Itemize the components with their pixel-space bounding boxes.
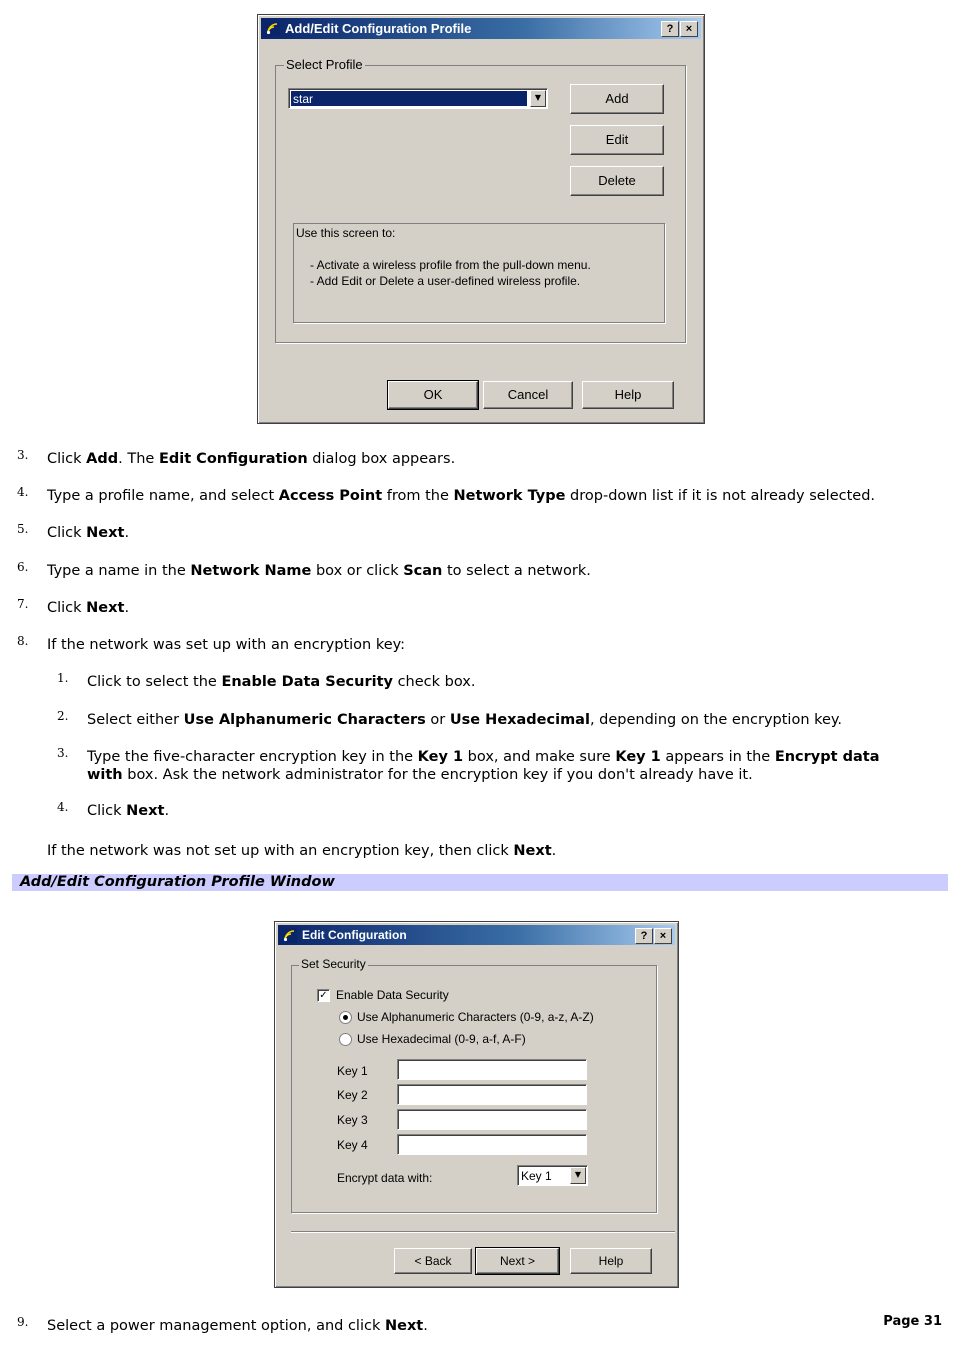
step-text bbox=[47, 636, 927, 654]
text-run: box, and make sure bbox=[463, 749, 616, 765]
step-number: 4. bbox=[17, 485, 29, 499]
key1-input[interactable] bbox=[397, 1059, 587, 1080]
bold-term: Use Hexadecimal bbox=[449, 712, 590, 728]
text-run: Type the five-character encryption key in the bbox=[87, 749, 418, 765]
text-run: Select either bbox=[87, 712, 184, 728]
help-question-button[interactable]: ? bbox=[661, 21, 679, 37]
ok-button[interactable]: OK bbox=[388, 381, 478, 409]
step-number: 9. bbox=[17, 1315, 29, 1329]
encrypt-data-combo[interactable] bbox=[517, 1165, 588, 1186]
text-run: . bbox=[423, 1318, 428, 1334]
text-run: Click bbox=[47, 451, 87, 467]
encrypt-data-label: Encrypt data with: bbox=[337, 1171, 433, 1185]
text-run: to select a network. bbox=[442, 563, 591, 579]
key3-input[interactable] bbox=[397, 1109, 587, 1130]
bold-term: Scan bbox=[403, 563, 443, 579]
section-header bbox=[12, 874, 948, 891]
key2-input[interactable] bbox=[397, 1084, 587, 1105]
help-button[interactable]: Help bbox=[582, 381, 674, 409]
bold-term: Access Point bbox=[278, 488, 383, 504]
info-box bbox=[293, 223, 665, 323]
next-button[interactable]: Next > bbox=[476, 1248, 559, 1274]
bold-term: Network Name bbox=[190, 563, 312, 579]
bold-term: Enable Data Security bbox=[221, 674, 393, 690]
profile-value: star bbox=[293, 92, 314, 106]
set-security-label: Set Security bbox=[301, 957, 366, 971]
info-heading: Use this screen to: bbox=[296, 226, 396, 240]
dialog2-title-bar bbox=[278, 925, 675, 945]
add-button[interactable]: Add bbox=[570, 84, 664, 114]
radio-dot-icon bbox=[343, 1015, 348, 1020]
encrypt-data-value: Key 1 bbox=[521, 1169, 552, 1183]
alphanumeric-label: Use Alphanumeric Characters (0-9, a-z, A-Z) bbox=[357, 1010, 594, 1024]
step-text bbox=[47, 524, 927, 542]
wireless-icon bbox=[282, 928, 297, 943]
chevron-down-icon[interactable]: ▼ bbox=[530, 90, 546, 107]
info-line-1: - Activate a wireless profile from the pull-down menu. bbox=[310, 258, 591, 272]
bold-term: Network Type bbox=[453, 488, 566, 504]
step-number: 3. bbox=[17, 448, 29, 462]
substep-number: 4. bbox=[57, 800, 69, 814]
step-text bbox=[47, 1317, 747, 1335]
key1-label: Key 1 bbox=[337, 1064, 368, 1078]
step-text bbox=[47, 562, 927, 580]
bold-term: Next bbox=[126, 803, 165, 819]
text-run: , depending on the encryption key. bbox=[589, 712, 843, 728]
text-run: Click bbox=[87, 803, 127, 819]
bold-term: Key 1 bbox=[615, 749, 661, 765]
cancel-button[interactable]: Cancel bbox=[483, 381, 573, 409]
step-number: 6. bbox=[17, 560, 29, 574]
bold-term: Next bbox=[384, 1318, 424, 1334]
no-key-note bbox=[47, 842, 907, 860]
bold-term: Key 1 bbox=[417, 749, 464, 765]
text-run: . bbox=[124, 525, 130, 541]
substep-number: 2. bbox=[57, 709, 69, 723]
dialog2-divider bbox=[291, 1231, 675, 1233]
text-run: Select a power management option, and click bbox=[47, 1318, 385, 1334]
chevron-down-icon[interactable]: ▼ bbox=[570, 1167, 586, 1184]
bold-term: Add bbox=[86, 451, 119, 467]
key2-label: Key 2 bbox=[337, 1088, 368, 1102]
substep-number: 1. bbox=[57, 671, 69, 685]
text-run: . bbox=[551, 843, 557, 859]
hexadecimal-radio[interactable] bbox=[339, 1033, 352, 1046]
dialog2-title: Edit Configuration bbox=[302, 928, 407, 942]
substep-text bbox=[87, 748, 887, 784]
substep-text bbox=[87, 802, 887, 820]
text-run: Type a name in the bbox=[47, 563, 191, 579]
text-run: box. Ask the network administrator for the encryption key if you don't already have it. bbox=[122, 767, 753, 783]
bold-term: Next bbox=[86, 525, 125, 541]
step-number: 5. bbox=[17, 522, 29, 536]
text-run: Click bbox=[47, 525, 87, 541]
close-button[interactable]: × bbox=[654, 928, 672, 944]
step-number: 7. bbox=[17, 597, 29, 611]
step-text bbox=[47, 599, 927, 617]
dialog-title: Add/Edit Configuration Profile bbox=[285, 21, 472, 36]
add-edit-profile-dialog bbox=[257, 14, 705, 424]
wireless-icon bbox=[265, 21, 280, 36]
bold-term: Use Alphanumeric Characters bbox=[183, 712, 426, 728]
text-run: appears in the bbox=[660, 749, 775, 765]
step-text bbox=[47, 450, 927, 468]
enable-security-label: Enable Data Security bbox=[336, 988, 449, 1002]
text-run: If the network was not set up with an encryption key, then click bbox=[47, 843, 514, 859]
bold-term: Edit Configuration bbox=[158, 451, 308, 467]
text-run: check box. bbox=[392, 674, 476, 690]
select-profile-label: Select Profile bbox=[286, 57, 363, 72]
edit-configuration-dialog bbox=[274, 921, 679, 1288]
bold-term: Next bbox=[86, 600, 125, 616]
text-run: or bbox=[425, 712, 450, 728]
profile-combo[interactable] bbox=[288, 88, 548, 109]
substep-number: 3. bbox=[57, 746, 69, 760]
dialog-title-bar bbox=[261, 18, 701, 39]
section-title: Add/Edit Configuration Profile Window bbox=[20, 874, 335, 890]
text-run: Type a profile name, and select bbox=[47, 488, 279, 504]
text-run: Click bbox=[47, 600, 87, 616]
substep-text bbox=[87, 711, 887, 729]
hexadecimal-label: Use Hexadecimal (0-9, a-f, A-F) bbox=[357, 1032, 526, 1046]
substep-text bbox=[87, 673, 887, 691]
profile-combo-selection bbox=[291, 91, 527, 106]
text-run: box or click bbox=[311, 563, 404, 579]
help-question-button[interactable]: ? bbox=[635, 928, 653, 944]
alphanumeric-radio[interactable] bbox=[339, 1011, 352, 1024]
bold-term: Next bbox=[513, 843, 552, 859]
key4-label: Key 4 bbox=[337, 1138, 368, 1152]
text-run: If the network was set up with an encryption key: bbox=[47, 637, 406, 653]
text-run: . bbox=[164, 803, 170, 819]
help-button[interactable]: Help bbox=[570, 1248, 652, 1274]
edit-button[interactable]: Edit bbox=[570, 125, 664, 155]
step-text bbox=[47, 487, 927, 505]
step-number: 8. bbox=[17, 634, 29, 648]
text-run: dialog box appears. bbox=[307, 451, 456, 467]
key3-label: Key 3 bbox=[337, 1113, 368, 1127]
delete-button[interactable]: Delete bbox=[570, 166, 664, 196]
close-button[interactable]: × bbox=[680, 21, 698, 37]
text-run: drop-down list if it is not already selected. bbox=[565, 488, 876, 504]
enable-security-checkbox[interactable]: ✓ bbox=[317, 989, 330, 1002]
bold-term: Encrypt data with bbox=[87, 749, 880, 783]
key4-input[interactable] bbox=[397, 1134, 587, 1155]
text-run: Click to select the bbox=[87, 674, 222, 690]
text-run: . bbox=[124, 600, 130, 616]
back-button[interactable]: < Back bbox=[394, 1248, 472, 1274]
text-run: . The bbox=[118, 451, 159, 467]
info-line-2: - Add Edit or Delete a user-defined wireless profile. bbox=[310, 274, 581, 288]
page-number: Page 31 bbox=[883, 1314, 942, 1329]
text-run: from the bbox=[382, 488, 454, 504]
